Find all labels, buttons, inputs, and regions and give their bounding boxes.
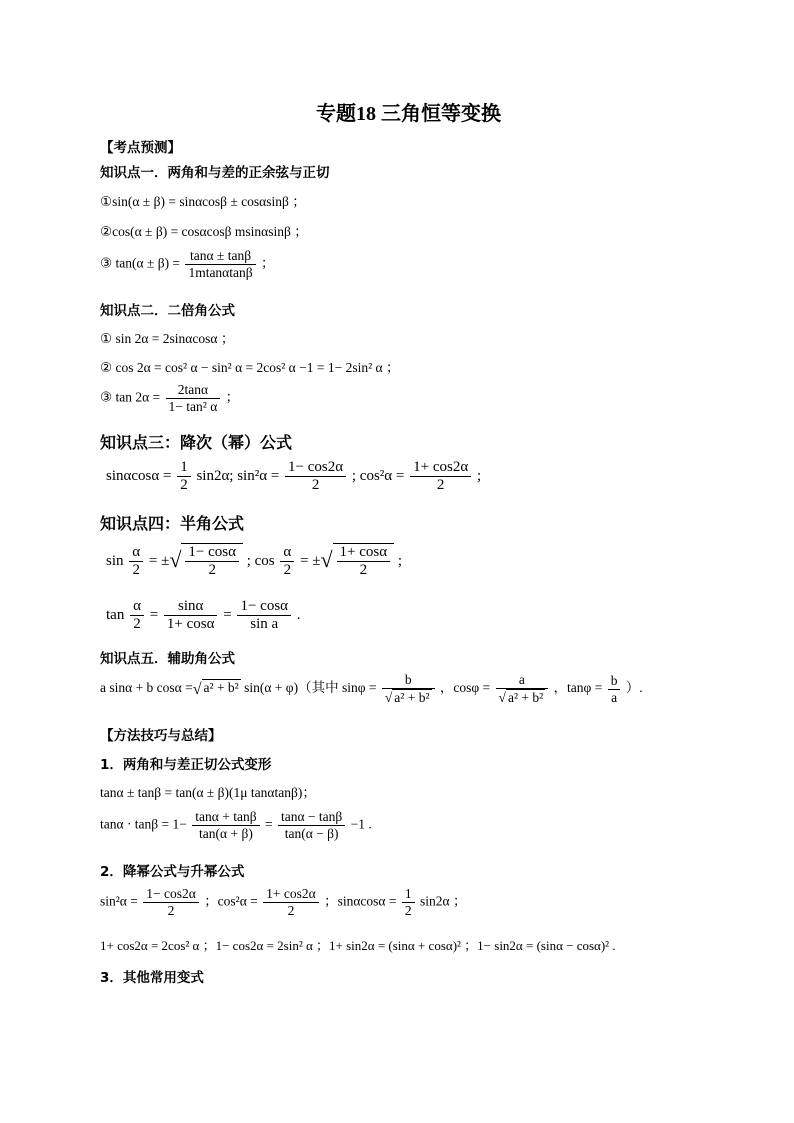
m2-frac-3 bbox=[402, 886, 415, 919]
m2-num-3: 1 bbox=[404, 886, 412, 901]
m2-den-3: 2 bbox=[402, 902, 415, 919]
m1-f2-num-1: tanα + tanβ bbox=[195, 809, 257, 824]
kp2-heading: 知识点二．二倍角公式 bbox=[100, 303, 235, 319]
kp5-b: sin(α + φ)（其中 sinφ = bbox=[244, 680, 377, 696]
kp5-frac-3 bbox=[608, 673, 621, 706]
kp4-formula-1 bbox=[106, 543, 402, 579]
kp4-l2-d: . bbox=[296, 606, 301, 623]
kp2-f3-suffix: ； bbox=[225, 389, 240, 405]
kp5-formula bbox=[100, 672, 643, 706]
m2-formula-1 bbox=[100, 886, 466, 919]
kp4-l2-frac-b bbox=[164, 598, 218, 633]
kp5-den-2: √ a² + b² bbox=[496, 688, 549, 706]
kp3-part-3: ; cos²α = bbox=[351, 467, 405, 484]
kp3-den-2: 2 bbox=[285, 476, 346, 494]
kp5-heading: 知识点五．辅助角公式 bbox=[100, 651, 235, 667]
m2-c: ；sinαcosα = bbox=[324, 893, 397, 909]
kp1-f3-denominator: 1mtanαtanβ bbox=[185, 264, 255, 281]
kp4-formula-2 bbox=[106, 598, 301, 633]
m1-f2-den-1: tan(α + β) bbox=[192, 825, 259, 842]
kp1-formula-1: ①sin(α ± β) = sinαcosβ ± cosαsinβ ； bbox=[100, 194, 306, 209]
kp1-f3-suffix: ； bbox=[261, 255, 275, 271]
kp5-den-1: √ a² + b² bbox=[382, 688, 435, 706]
kp4-l1-frac-a bbox=[129, 544, 143, 579]
kp4-l1-den-c: 2 bbox=[280, 561, 294, 579]
kp2-formula-1: ① sin 2α = 2sinαcosα ； bbox=[100, 331, 235, 346]
kp1-f3-fraction bbox=[185, 248, 255, 281]
m2-num-2: 1+ cos2α bbox=[266, 886, 316, 901]
m1-f2-den-2: tan(α − β) bbox=[278, 825, 345, 842]
m1-heading: 1．两角和与差正切公式变形 bbox=[100, 757, 272, 773]
kp2-formula-3 bbox=[100, 382, 239, 415]
m2-num-1: 1− cos2α bbox=[146, 886, 196, 901]
m1-formula-1: tanα ± tanβ = tan(α ± β)(1μ tanαtanβ)； bbox=[100, 785, 316, 800]
m2-den-2: 2 bbox=[263, 902, 319, 919]
kp4-l2-c: = bbox=[223, 606, 232, 623]
kp4-l1-e: ; bbox=[397, 552, 403, 569]
kp5-a: a sinα + b cosα = bbox=[100, 680, 193, 696]
sqrt-icon: √ bbox=[169, 546, 182, 572]
kp3-den-1: 2 bbox=[177, 476, 191, 494]
kp5-num-2: a bbox=[518, 672, 525, 687]
kp3-formula bbox=[106, 459, 481, 494]
kp3-den-3: 2 bbox=[410, 476, 471, 494]
kp5-frac-1 bbox=[382, 672, 435, 706]
kp3-part-2: sin2α; sin²α = bbox=[196, 467, 280, 484]
kp4-l2-den-c: sin a bbox=[237, 615, 291, 633]
kp4-l2-a: tan bbox=[106, 606, 125, 623]
m2-d: sin2α ； bbox=[420, 893, 467, 909]
kp4-l1-frac-b bbox=[185, 544, 239, 579]
kp3-part-4: ; bbox=[476, 467, 482, 484]
kp4-l1-c: ; cos bbox=[246, 552, 275, 569]
m2-den-1: 2 bbox=[143, 902, 199, 919]
kp1-formula-3 bbox=[100, 248, 275, 281]
kp2-f3-fraction bbox=[166, 382, 221, 415]
kp4-l1-frac-d bbox=[337, 544, 391, 579]
kp3-heading: 知识点三：降次（幂）公式 bbox=[100, 433, 293, 452]
m2-formula-2: 1+ cos2α = 2cos² α ；1− cos2α = 2sin² α ；1+ sin2α = (sinα + cosα)² ；1− sin2α = (sinα − cosα)² . bbox=[100, 938, 616, 953]
kp1-f3-numerator: tanα ± tanβ bbox=[189, 248, 252, 263]
method-heading: 【方法技巧与总结】 bbox=[100, 728, 222, 744]
kp4-l1-den-a: 2 bbox=[129, 561, 143, 579]
kp4-l1-num-c: α bbox=[283, 544, 292, 560]
kp4-l1-num-b: 1− cosα bbox=[188, 544, 236, 560]
kp4-l2-den-a: 2 bbox=[130, 615, 144, 633]
kp4-l1-num-d: 1+ cosα bbox=[339, 544, 388, 560]
kp4-l2-frac-a bbox=[130, 598, 144, 633]
kp2-f3-prefix: ③ tan 2α = bbox=[100, 389, 161, 405]
kp5-radicand: a² + b² bbox=[203, 680, 239, 696]
kp3-fraction-1 bbox=[177, 459, 191, 494]
m3-heading: 3．其他常用变式 bbox=[100, 970, 204, 986]
kp4-l1-den-d: 2 bbox=[337, 561, 391, 579]
m1-formula-2 bbox=[100, 809, 372, 842]
kp2-f3-numerator: 2tanα bbox=[177, 382, 209, 397]
kp4-l1-d: = ± bbox=[300, 552, 321, 569]
m2-a: sin²α = bbox=[100, 893, 138, 909]
m2-frac-1 bbox=[143, 886, 199, 919]
kp3-fraction-3 bbox=[410, 459, 471, 494]
kp4-l2-frac-c bbox=[237, 598, 291, 633]
kp4-l1-num-a: α bbox=[132, 544, 141, 560]
kp3-part-1: sinαcosα = bbox=[106, 467, 172, 484]
m1-f2-mid: = bbox=[264, 816, 273, 832]
sqrt-icon: √ bbox=[192, 681, 202, 699]
sqrt-icon: √ bbox=[320, 546, 333, 572]
kp4-l2-num-c: 1− cosα bbox=[240, 598, 289, 614]
kp3-num-1: 1 bbox=[180, 459, 188, 475]
kp1-formula-2: ②cos(α ± β) = cosαcosβ msinαsinβ ； bbox=[100, 224, 308, 239]
kp4-heading: 知识点四：半角公式 bbox=[100, 514, 245, 533]
kp1-f3-prefix: ③ tan(α ± β) = bbox=[100, 255, 181, 271]
m2-heading: 2．降幂公式与升幂公式 bbox=[100, 864, 245, 880]
m1-f2-prefix: tanα · tanβ = 1− bbox=[100, 816, 187, 832]
kp5-c: ，cosφ = bbox=[439, 680, 491, 696]
kp5-e: ）. bbox=[625, 680, 643, 696]
m2-b: ；cos²α = bbox=[204, 893, 258, 909]
kp4-l2-b: = bbox=[149, 606, 159, 623]
kp5-den-3: a bbox=[608, 689, 621, 706]
kp5-num-1: b bbox=[404, 672, 412, 687]
kp5-d: ，tanφ = bbox=[553, 680, 603, 696]
kp4-l2-den-b: 1+ cosα bbox=[164, 615, 218, 633]
page-title: 专题18 三角恒等变换 bbox=[316, 103, 501, 125]
kp3-num-2: 1− cos2α bbox=[288, 459, 344, 475]
kp2-f3-denominator: 1− tan² α bbox=[166, 398, 221, 415]
kp2-formula-2: ② cos 2α = cos² α − sin² α = 2cos² α −1 = 1− 2sin² α ； bbox=[100, 360, 400, 375]
kp5-frac-2 bbox=[496, 672, 549, 706]
m1-f2-num-2: tanα − tanβ bbox=[280, 809, 343, 824]
kp4-l1-frac-c bbox=[280, 544, 294, 579]
kp4-l1-den-b: 2 bbox=[185, 561, 239, 579]
kp5-num-3: b bbox=[610, 672, 618, 688]
m2-frac-2 bbox=[263, 886, 319, 919]
kp4-l1-b: = ± bbox=[148, 552, 170, 569]
m1-f2-suffix: −1 . bbox=[350, 816, 372, 832]
kp4-l2-num-a: α bbox=[133, 598, 141, 614]
kp3-fraction-2 bbox=[285, 459, 346, 494]
kp1-heading: 知识点一．两角和与差的正余弦与正切 bbox=[100, 165, 330, 181]
kp3-num-3: 1+ cos2α bbox=[413, 459, 469, 475]
kp4-l1-a: sin bbox=[106, 552, 124, 569]
kp4-l2-num-b: sinα bbox=[178, 598, 204, 614]
m1-f2-frac-1 bbox=[192, 809, 259, 842]
m1-f2-frac-2 bbox=[278, 809, 345, 842]
forecast-heading: 【考点预测】 bbox=[100, 140, 181, 156]
